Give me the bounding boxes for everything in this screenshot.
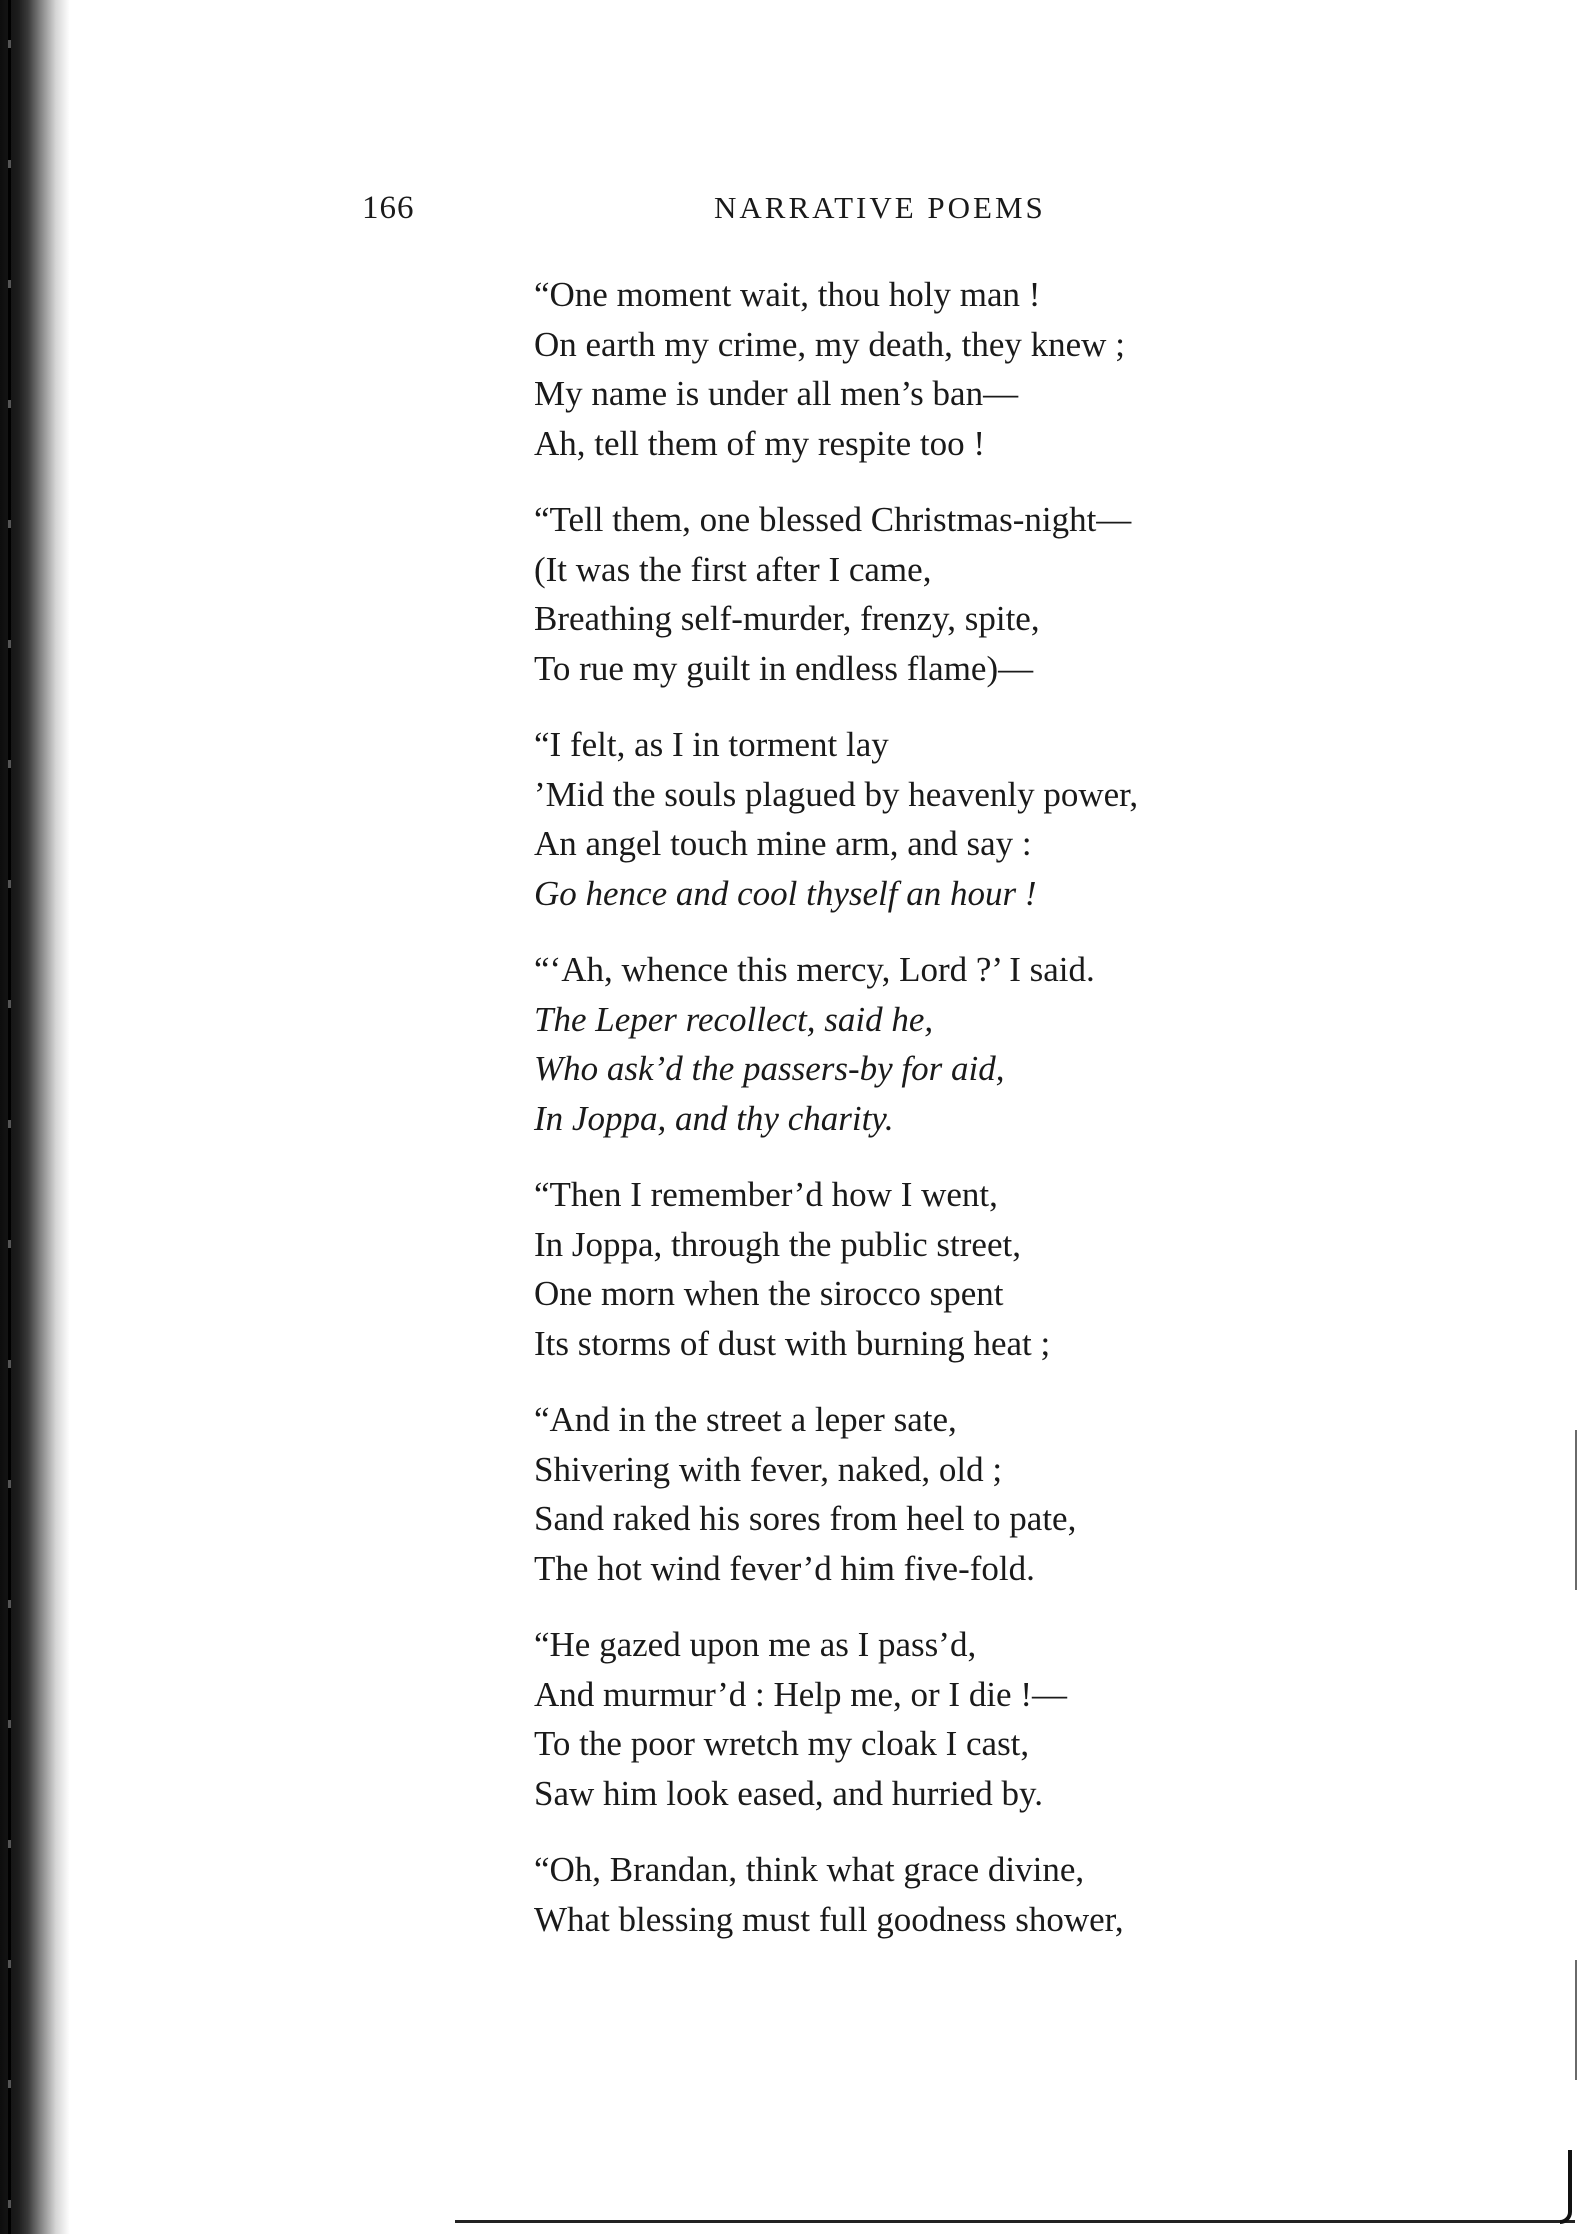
- verse-line: In Joppa, and thy charity.: [534, 1098, 894, 1138]
- verse-line: “One moment wait, thou holy man !: [534, 275, 1041, 314]
- bottom-rule: [455, 2220, 1575, 2223]
- verse-line: “And in the street a leper sate,: [534, 1400, 957, 1439]
- verse-line: ’Mid the souls plagued by heavenly power,: [534, 774, 1139, 814]
- verse-line: Ah, tell them of my respite too !: [534, 423, 986, 463]
- stanza: [534, 495, 1534, 693]
- verse-line: An angel touch mine arm, and say :: [534, 824, 1032, 863]
- margin-speck: [1575, 1430, 1577, 1590]
- verse-line: (It was the first after I came,: [534, 549, 932, 589]
- verse-line: Sand raked his sores from heel to pate,: [534, 1499, 1077, 1538]
- verse-line: On earth my crime, my death, they knew ;: [534, 324, 1125, 364]
- verse-line: Saw him look eased, and hurried by.: [534, 1773, 1044, 1813]
- verse-line: The Leper recollect, said he,: [534, 999, 934, 1039]
- stanza: [534, 1170, 1534, 1368]
- verse-line: To rue my guilt in endless flame)—: [534, 648, 1034, 688]
- verse-line: What blessing must full goodness shower,: [534, 1899, 1124, 1939]
- stanza: [534, 1620, 1534, 1818]
- verse-line: Breathing self-murder, frenzy, spite,: [534, 599, 1040, 638]
- verse-line: Who ask’d the passers-by for aid,: [534, 1049, 1005, 1088]
- running-title: NARRATIVE POEMS: [714, 190, 1046, 225]
- verse-line: One morn when the sirocco spent: [534, 1274, 1004, 1313]
- verse-line: Go hence and cool thyself an hour !: [534, 873, 1037, 913]
- poem-body: [534, 270, 1534, 1944]
- page-number: 166: [362, 190, 415, 226]
- verse-line: And murmur’d : Help me, or I die !—: [534, 1674, 1067, 1714]
- verse-line: Shivering with fever, naked, old ;: [534, 1449, 1003, 1489]
- verse-line: Its storms of dust with burning heat ;: [534, 1323, 1051, 1363]
- verse-line: “Tell them, one blessed Christmas-night—: [534, 500, 1132, 539]
- verse-line: “Then I remember’d how I went,: [534, 1175, 998, 1214]
- verse-line: “I felt, as I in torment lay: [534, 725, 889, 764]
- verse-line: “Oh, Brandan, think what grace divine,: [534, 1850, 1085, 1889]
- verse-line: To the poor wretch my cloak I cast,: [534, 1724, 1030, 1763]
- verse-line: In Joppa, through the public street,: [534, 1224, 1021, 1264]
- stanza: [534, 270, 1534, 468]
- verse-line: “He gazed upon me as I pass’d,: [534, 1625, 977, 1664]
- margin-speck: [1575, 1960, 1577, 2080]
- verse-line: “‘Ah, whence this mercy, Lord ?’ I said.: [534, 950, 1095, 989]
- stanza: [534, 945, 1534, 1143]
- running-head: [0, 190, 1591, 230]
- verse-line: My name is under all men’s ban—: [534, 374, 1019, 413]
- book-binding-edge: [0, 0, 70, 2234]
- page-curl-mark: [1560, 2150, 1572, 2224]
- stanza: [534, 1395, 1534, 1593]
- verse-line: The hot wind fever’d him five-fold.: [534, 1548, 1035, 1588]
- stanza: [534, 1845, 1534, 1944]
- stanza: [534, 720, 1534, 918]
